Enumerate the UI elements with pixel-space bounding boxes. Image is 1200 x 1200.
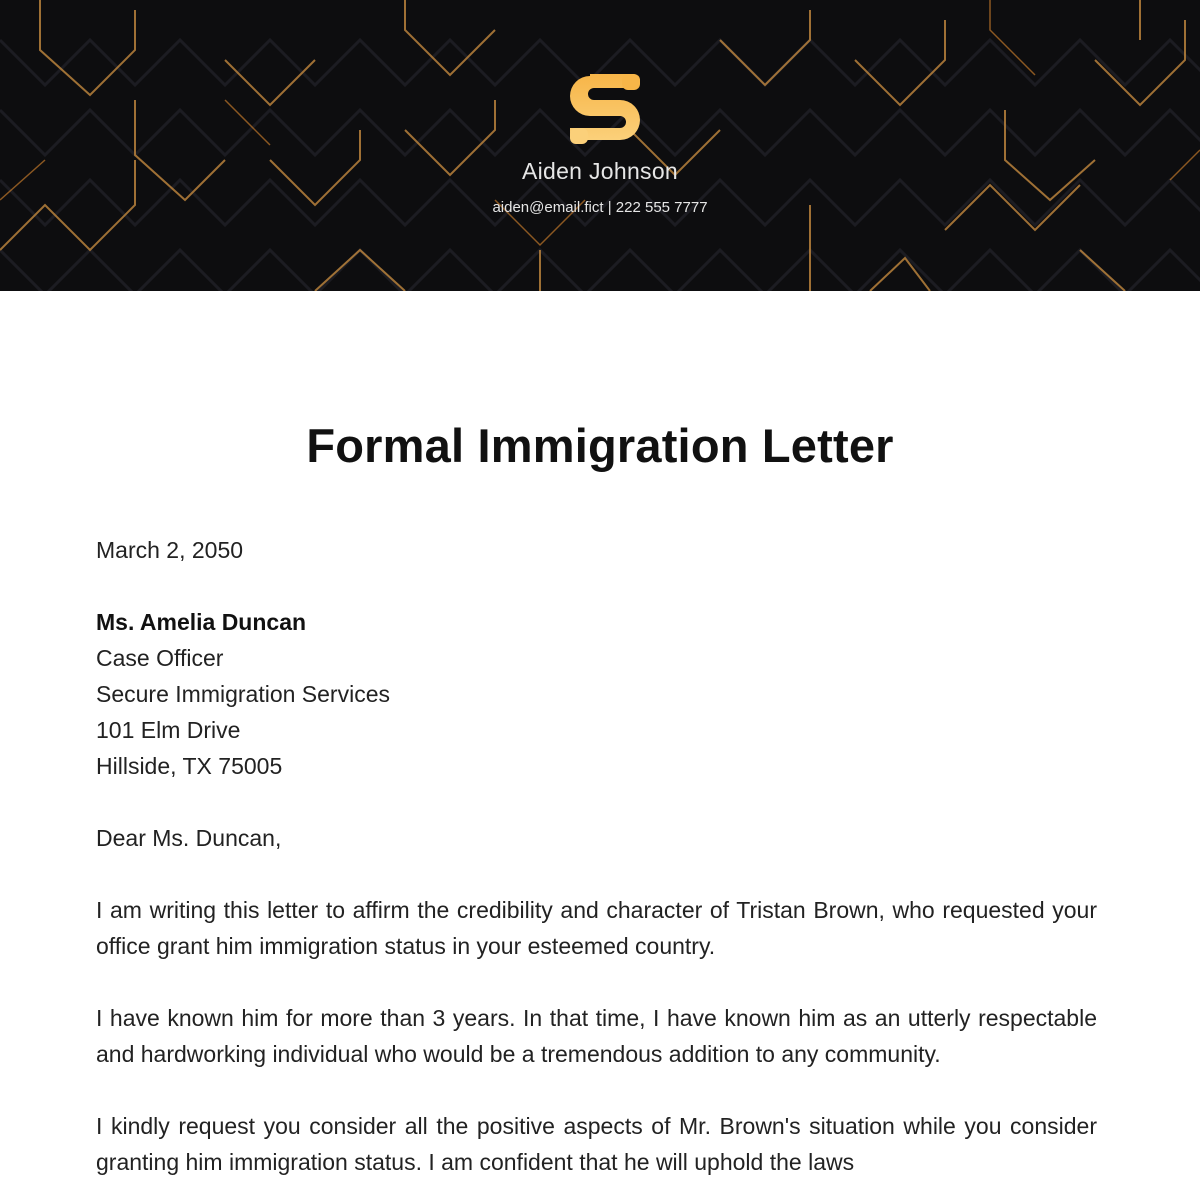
body-paragraph-2: I have known him for more than 3 years. In that time, I have known him as an utterly respectable and hardworking individual who would be a tremendous addition to any community.	[96, 1005, 1097, 1067]
recipient-name: Ms. Amelia Duncan	[96, 609, 307, 635]
body-paragraph-1: I am writing this letter to affirm the credibility and character of Tristan Brown, who requested your office grant him immigration status in your esteemed country.	[96, 897, 1097, 959]
body-paragraph-3: I kindly request you consider all the positive aspects of Mr. Brown's situation while you consider granting him immigration status. I am confident that he will uphold the laws	[96, 1113, 1097, 1175]
document-title: Formal Immigration Letter	[306, 419, 894, 472]
recipient-address-line1: 101 Elm Drive	[96, 717, 241, 743]
letter-date: March 2, 2050	[96, 537, 244, 563]
letterhead-banner	[0, 0, 1200, 291]
recipient-block	[96, 604, 1097, 784]
sender-name: Aiden Johnson	[521, 158, 679, 184]
recipient-position: Case Officer	[96, 645, 224, 671]
sender-contact: aiden@email.fict | 222 555 7777	[492, 199, 708, 216]
salutation: Dear Ms. Duncan,	[96, 825, 282, 851]
recipient-address-line2: Hillside, TX 75005	[96, 753, 283, 779]
letter-body	[96, 532, 1097, 1200]
recipient-organization: Secure Immigration Services	[96, 681, 390, 707]
company-logo-icon	[568, 72, 642, 146]
